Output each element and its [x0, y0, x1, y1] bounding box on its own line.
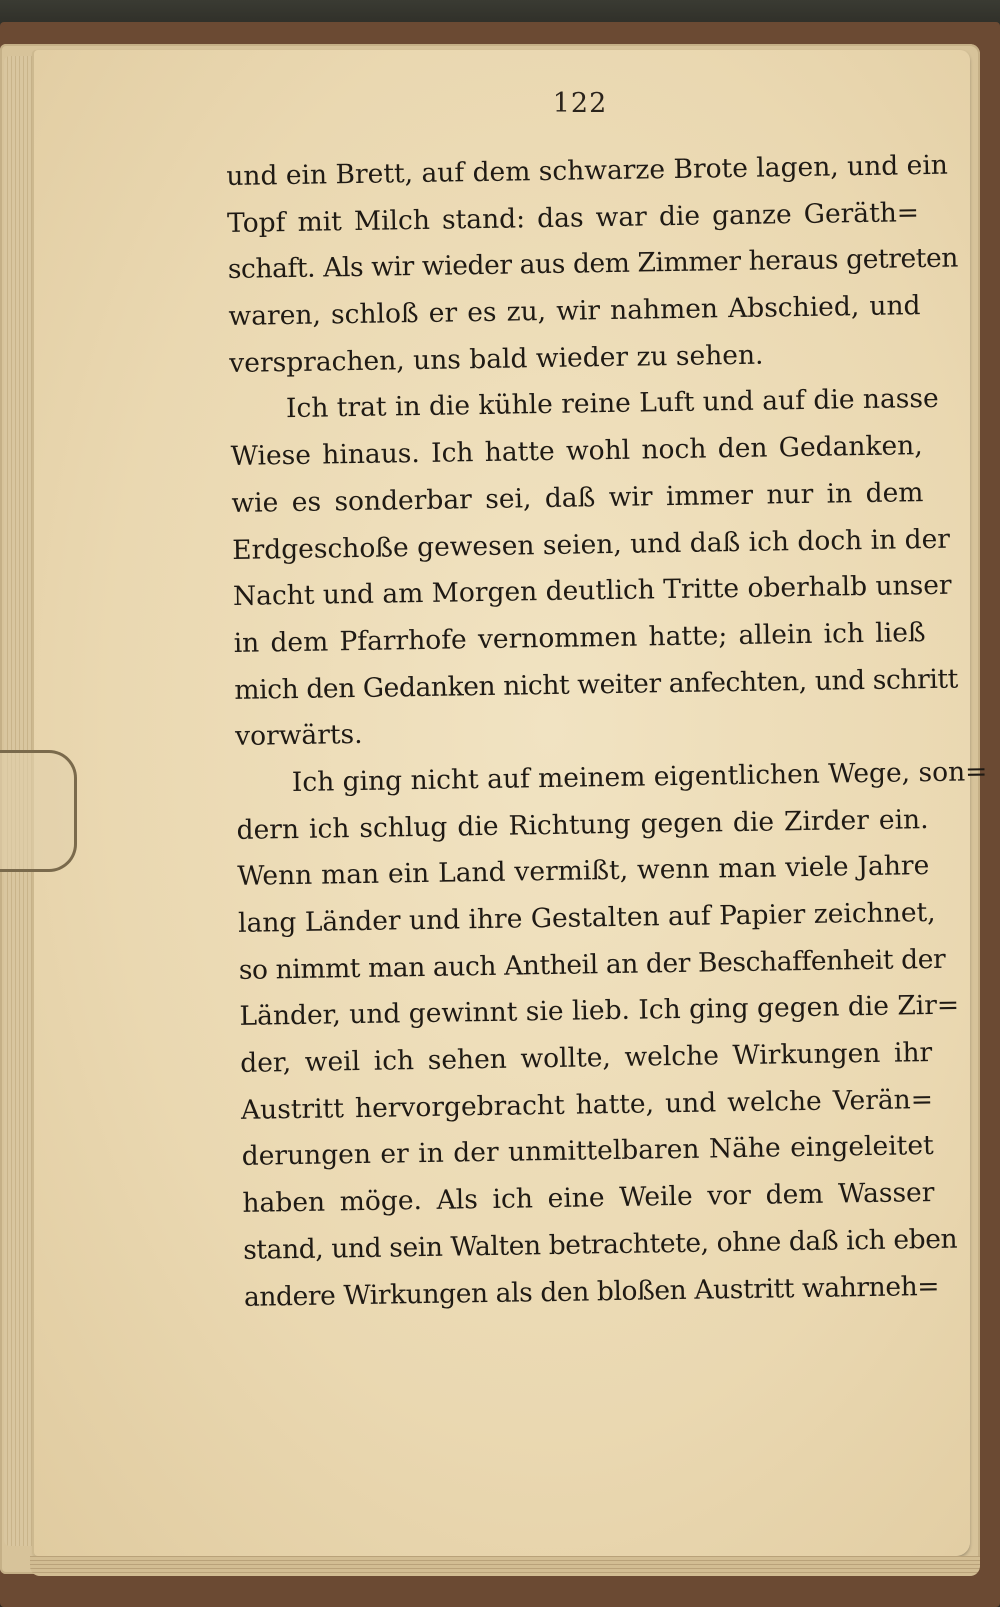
text-line: lang Länder und ihre Gestalten auf Papier zeichnet, [237, 896, 936, 939]
text-line: andere Wirkungen als den bloßen Austritt wahrneh= [243, 1270, 940, 1313]
text-line: versprachen, uns bald wieder zu sehen. [229, 339, 764, 379]
text-line: derungen er in der unmittelbaren Nähe eingeleitet [241, 1130, 934, 1173]
text-line: Austritt hervorgebracht hatte, und welche Verän= [240, 1083, 934, 1126]
bookmark-ribbon [0, 750, 77, 872]
text-line: Wiese hinaus. Ich hatte wohl noch den Gedanken, [230, 430, 923, 473]
text-line: Ich trat in die kühle reine Luft und auf die nasse [285, 383, 939, 425]
text-line: der, weil ich sehen wollte, welche Wirkungen ihr [240, 1037, 933, 1079]
text-line: dern ich schlug die Richtung gegen die Zirder ein. [236, 803, 929, 846]
text-line: mich den Gedanken nicht weiter anfechten, und schritt [234, 663, 959, 706]
text-line: in dem Pfarrhofe vernommen hatte; allein ich ließ [233, 616, 926, 659]
text-line: schaft. Als wir wieder aus dem Zimmer heraus getreten [227, 242, 959, 286]
text-line: Topf mit Milch stand: das war die ganze Geräth= [226, 196, 920, 239]
text-line: haben möge. Als ich eine Weile vor dem Wasser [242, 1177, 935, 1219]
text-line: so nimmt man auch Antheil an der Beschaffenheit der [238, 943, 946, 986]
text-line: Ich ging nicht auf meinem eigentlichen Wege, son= [291, 756, 988, 798]
body-text [226, 143, 988, 1321]
text-line: wie es sonderbar sei, daß wir immer nur in dem [231, 476, 924, 519]
text-line: Länder, und gewinnt sie lieb. Ich ging gegen die Zir= [239, 989, 960, 1033]
text-line: und ein Brett, auf dem schwarze Brote lagen, und ein [226, 149, 949, 192]
text-line: Nacht und am Morgen deutlich Tritte oberhalb unser [232, 569, 952, 613]
text-line: vorwärts. [234, 719, 363, 753]
text-line: Wenn man ein Land vermißt, wenn man viele Jahre [237, 850, 930, 893]
text-line: Erdgeschoße gewesen seien, und daß ich doch in der [231, 523, 951, 566]
page-bottom-edge [30, 1556, 980, 1576]
text-line: waren, schloß er es zu, wir nahmen Abschied, und [228, 290, 921, 333]
text-line: stand, und sein Walten betrachtete, ohne daß ich eben [242, 1223, 958, 1266]
page-number: 122 [552, 88, 608, 119]
